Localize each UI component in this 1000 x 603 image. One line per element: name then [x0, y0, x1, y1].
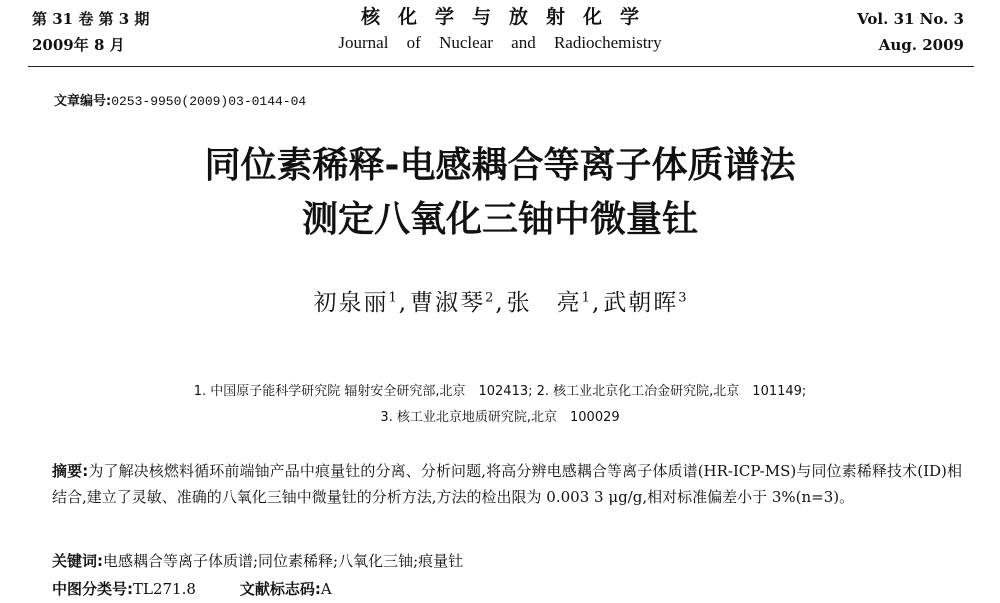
classification — [52, 578, 332, 599]
keywords-label: 关键词: — [52, 552, 103, 570]
keywords — [52, 550, 463, 571]
author-affiliation-mark: 2 — [485, 290, 494, 306]
affiliation-line1: 1. 中国原子能科学研究院 辐射安全研究部,北京 102413; 2. 核工业北京化工冶金研究院,北京 101149; — [193, 384, 807, 399]
author-name: 武朝晖 — [603, 290, 679, 316]
author-list: 初泉丽$^1$,曹淑琴$^2$,张 亮$^1$,武朝晖$^3$ — [313, 290, 687, 316]
document-code-value: A — [320, 580, 332, 598]
affiliation-line2: 3. 核工业北京地质研究院,北京 100029 — [380, 410, 620, 425]
journal-name-cn: 核化学与放射化学 — [360, 6, 657, 28]
abstract-text: 为了解决核燃料循环前端铀产品中痕量钍的分离、分析问题,将高分辨电感耦合等离子体质谱(HR-ICP-MS)与同位素稀释技术(ID)相结合,建立了灵敏、准确的八氧化三铀中微量钍的分析方法,方法的检出限为 0.003 3 μg/g,相对标准偏差小于 3%(n=3)。 — [52, 462, 962, 506]
document-code-label: 文献标志码: — [239, 580, 321, 598]
volume-issue-en: Vol. 31 No. 3 — [857, 10, 964, 28]
author-affiliation-mark: 3 — [678, 290, 687, 306]
author-name: 张 亮 — [506, 290, 582, 316]
paper-title-line1: 同位素稀释-电感耦合等离子体质谱法 — [204, 145, 796, 186]
article-number — [54, 90, 306, 109]
header-left — [32, 6, 149, 58]
header-right — [857, 6, 964, 58]
author-affiliation-mark: 1 — [388, 290, 397, 306]
date-cn: 2009年 8 月 — [32, 36, 125, 54]
classification-value: TL271.8 — [133, 580, 196, 598]
author-name: 初泉丽 — [313, 290, 389, 316]
author-affiliation-mark: 1 — [581, 290, 590, 306]
keywords-text: 电感耦合等离子体质谱;同位素稀释;八氧化三铀;痕量钍 — [103, 552, 464, 570]
journal-name-en: Journal of Nuclear and Radiochemistry — [338, 33, 662, 52]
volume-issue-cn: 第 31 卷 第 3 期 — [32, 10, 150, 28]
paper-title-line2: 测定八氧化三铀中微量钍 — [301, 199, 698, 240]
journal-name — [240, 4, 760, 56]
author-name: 曹淑琴 — [410, 290, 486, 316]
classification-label: 中图分类号: — [52, 580, 133, 598]
article-number-label: 文章编号: — [54, 94, 112, 109]
abstract-label: 摘要: — [52, 462, 89, 480]
abstract — [52, 458, 962, 510]
article-number-value: 0253-9950(2009)03-0144-04 — [111, 94, 307, 109]
date-en: Aug. 2009 — [878, 36, 964, 54]
header-rule — [28, 66, 974, 67]
